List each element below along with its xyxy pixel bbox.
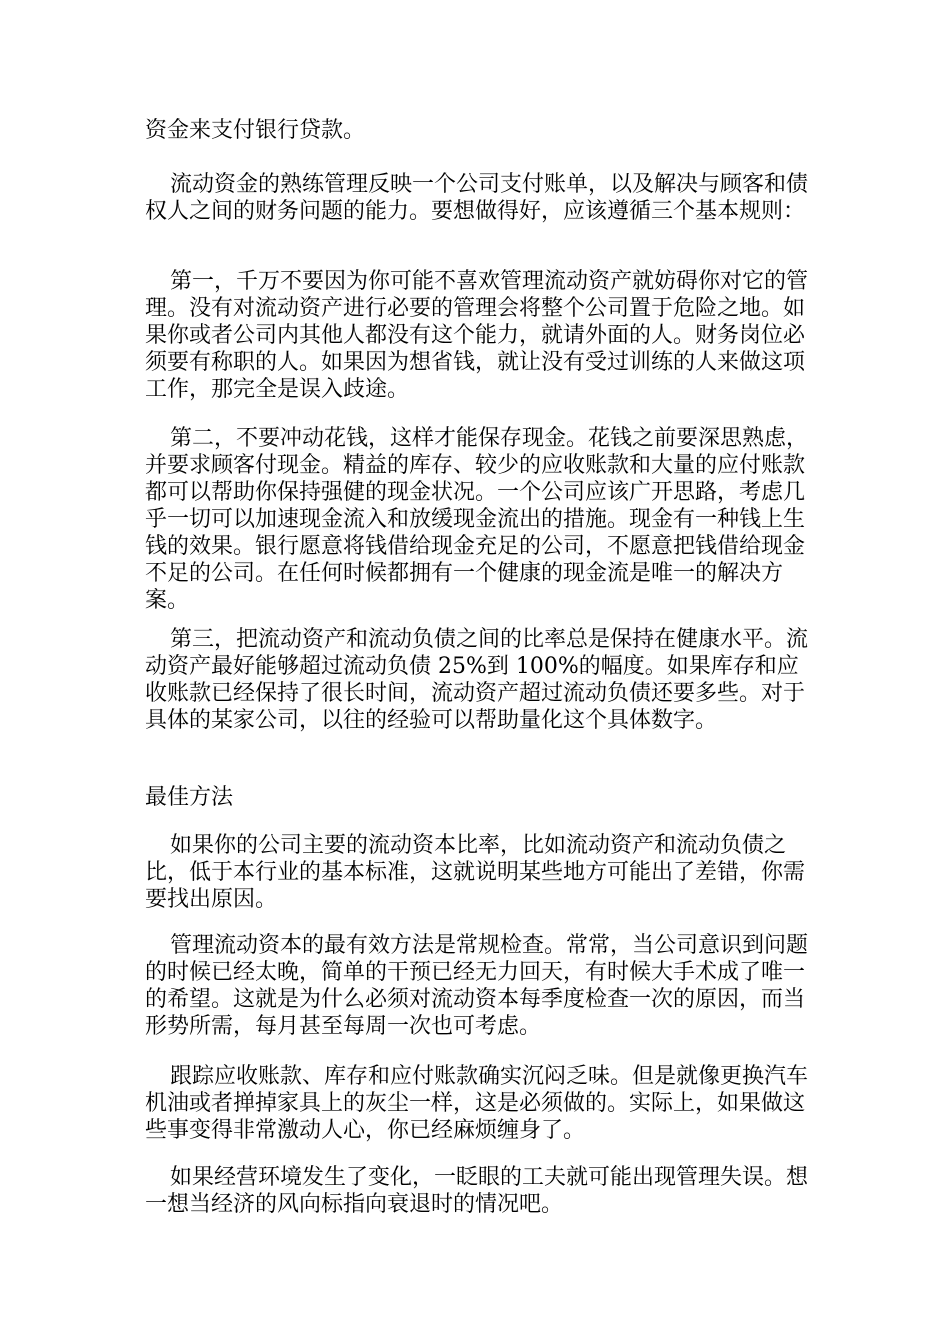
paragraph-tracking: 跟踪应收账款、库存和应付账款确实沉闷乏味。但是就像更换汽车机油或者掸掉家具上的灰尘一样，这是必须做的。实际上，如果做这些事变得非常激动人心，你已经麻烦缠身了。 [145, 1064, 809, 1143]
paragraph-rule-three: 第三，把流动资产和流动负债之间的比率总是保持在健康水平。流动资产最好能够超过流动负债 25%到 100%的幅度。如果库存和应收账款已经保持了很长时间，流动资产超过流动负债还要多些。对于具体的某家公司，以往的经验可以帮助量化这个具体数字。 [145, 627, 809, 733]
paragraph-ratio: 如果你的公司主要的流动资本比率，比如流动资产和流动负债之比，低于本行业的基本标准，这就说明某些地方可能出了差错，你需要找出原因。 [145, 833, 806, 912]
paragraph-review: 管理流动资本的最有效方法是常规检查。常常，当公司意识到问题的时候已经太晚，简单的干预已经无力回天，有时候大手术成了唯一的希望。这就是为什么必须对流动资本每季度检查一次的原因，而当形势所需，每月甚至每周一次也可考虑。 [145, 933, 809, 1039]
paragraph-environment: 如果经营环境发生了变化，一眨眼的工夫就可能出现管理失误。想一想当经济的风向标指向衰退时的情况吧。 [145, 1165, 809, 1217]
paragraph-rule-two: 第二，不要冲动花钱，这样才能保存现金。花钱之前要深思熟虑，并要求顾客付现金。精益的库存、较少的应收账款和大量的应付账款都可以帮助你保持强健的现金状况。一个公司应该广开思路，考虑几乎一切可以加速现金流入和放缓现金流出的措施。现金有一种钱上生钱的效果。银行愿意将钱借给现金充足的公司，不愿意把钱借给现金不足的公司。在任何时候都拥有一个健康的现金流是唯一的解决方案。 [145, 426, 809, 613]
paragraph-rule-one: 第一，千万不要因为你可能不喜欢管理流动资产就妨碍你对它的管理。没有对流动资产进行必要的管理会将整个公司置于危险之地。如果你或者公司内其他人都没有这个能力，就请外面的人。财务岗位必须要有称职的人。如果因为想省钱，就让没有受过训练的人来做这项工作，那完全是误入歧途。 [145, 269, 809, 402]
section-heading: 最佳方法 [145, 785, 234, 810]
paragraph-continuation: 资金来支付银行贷款。 [145, 118, 366, 143]
paragraph-intro: 流动资金的熟练管理反映一个公司支付账单，以及解决与顾客和债权人之间的财务问题的能力。要想做得好，应该遵循三个基本规则： [145, 172, 809, 224]
